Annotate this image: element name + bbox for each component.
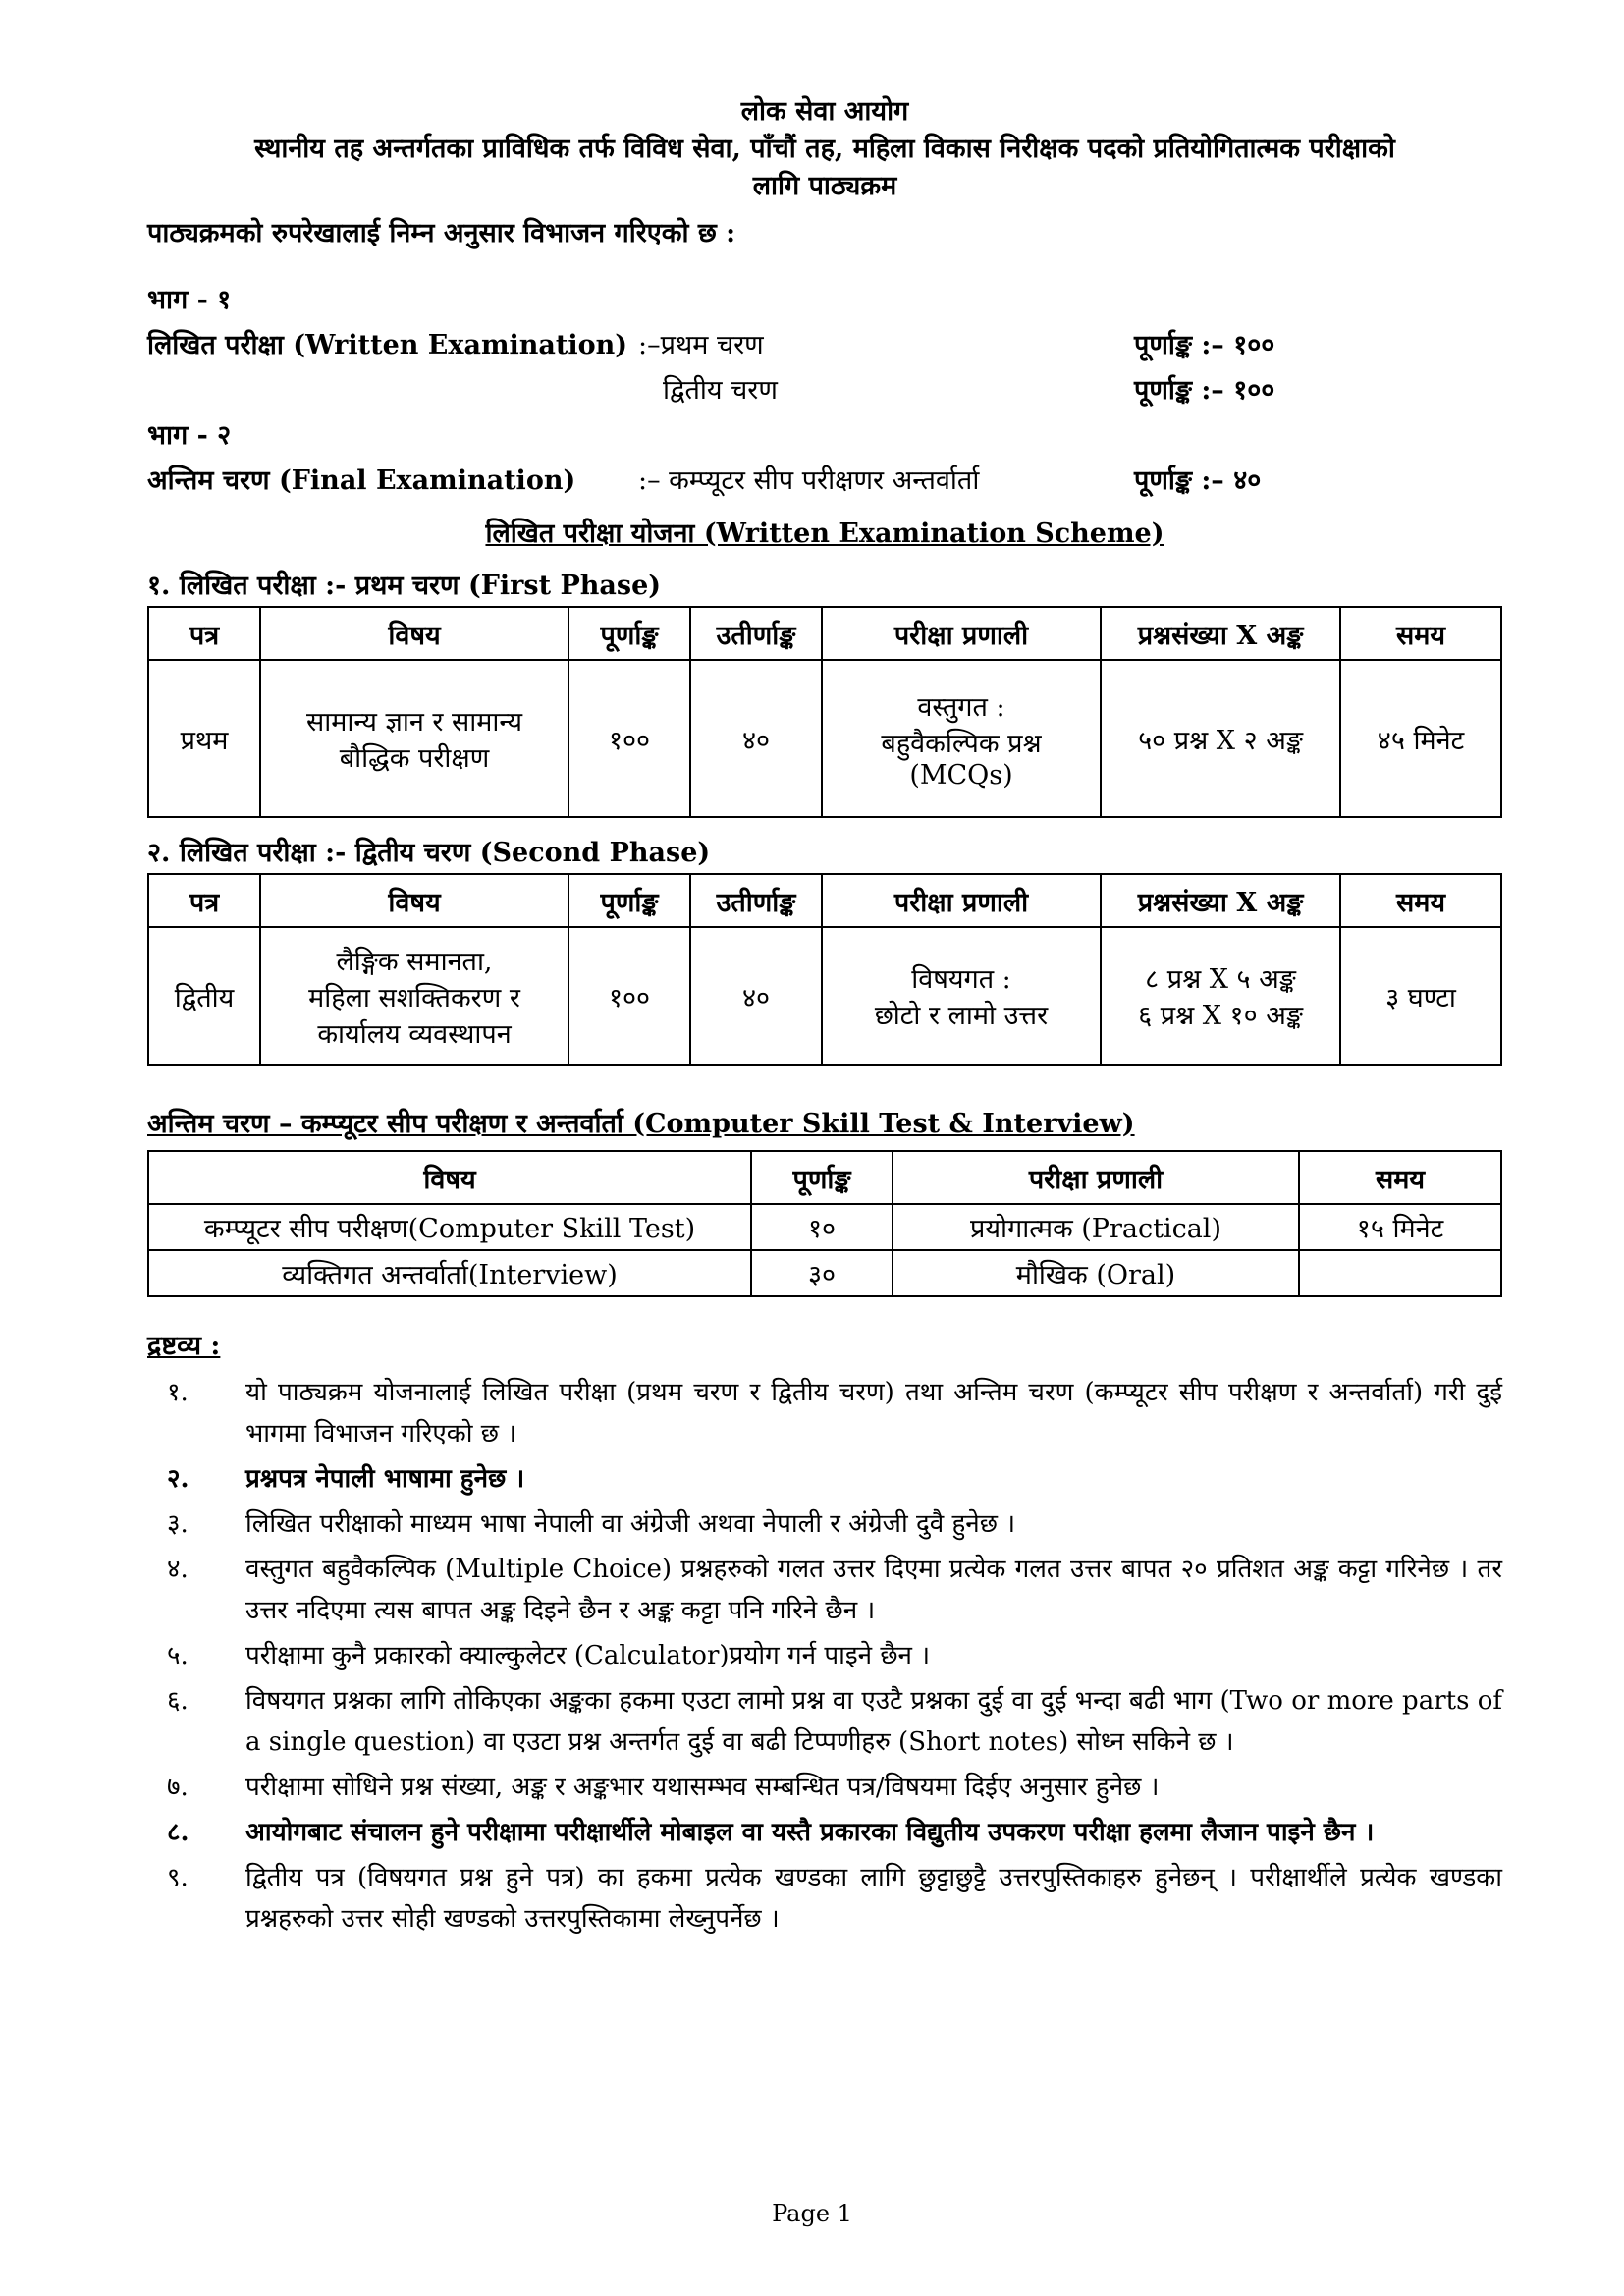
subject-line: सामान्य ज्ञान र सामान्य	[305, 707, 523, 738]
intro-text: पाठ्यक्रमको रुपरेखालाई निम्न अनुसार विभाजन गरिएको छ :	[147, 218, 736, 248]
col-header: परीक्षा प्रणाली	[822, 607, 1101, 660]
note-number: ३.	[167, 1509, 189, 1539]
part1-row2	[147, 368, 1502, 413]
full-marks-cell: १००	[568, 927, 690, 1065]
method-cell	[822, 660, 1101, 817]
doc-title-line2: लागि पाठ्यक्रम	[752, 171, 897, 201]
note-text: वस्तुगत बहुवैकल्पिक (Multiple Choice) प्रश्नहरुको गलत उत्तर दिएमा प्रत्येक गलत उत्तर बापत २० प्रतिशत अङ्क कट्टा गरिनेछ । तर उत्तर नदिएमा त्यस बापत अङ्क दिइने छैन र अङ्क कट्टा पनि गरिने छैन ।	[245, 1555, 1502, 1625]
note-item	[147, 1503, 1502, 1545]
page-number: Page 1	[772, 2200, 852, 2227]
note-item	[147, 1549, 1502, 1631]
col-header: पूर्णाङ्क	[751, 1151, 893, 1204]
col-header: पत्र	[148, 874, 260, 927]
col-header: समय	[1340, 874, 1501, 927]
col-header: विषय	[260, 874, 568, 927]
subject-cell: कम्प्यूटर सीप परीक्षण(Computer Skill Test)	[148, 1204, 751, 1250]
note-item	[147, 1767, 1502, 1808]
final-exam-label: अन्तिम चरण (Final Examination)	[147, 465, 576, 496]
method-line: छोटो र लामो उत्तर	[874, 1001, 1049, 1031]
method-cell: प्रयोगात्मक (Practical)	[893, 1204, 1299, 1250]
note-number: ८.	[167, 1818, 189, 1847]
note-text: लिखित परीक्षाको माध्यम भाषा नेपाली वा अंग्रेजी अथवा नेपाली र अंग्रेजी दुवै हुनेछ ।	[245, 1509, 1016, 1539]
col-header: परीक्षा प्रणाली	[893, 1151, 1299, 1204]
table-row	[148, 1204, 1501, 1250]
note-text: यो पाठ्यक्रम योजनालाई लिखित परीक्षा (प्रथम चरण र द्वितीय चरण) तथा अन्तिम चरण (कम्प्यूटर सीप परीक्षण र अन्तर्वार्ता) गरी दुई भागमा विभाजन गरिएको छ ।	[245, 1378, 1502, 1449]
method-line: वस्तुगत :	[917, 691, 1005, 723]
note-number: ७.	[167, 1773, 189, 1802]
pass-marks-cell: ४०	[690, 660, 822, 817]
final-table	[147, 1150, 1502, 1297]
method-cell	[822, 927, 1101, 1065]
time-cell: १५ मिनेट	[1299, 1204, 1501, 1250]
table-header-row	[148, 1151, 1501, 1204]
note-text: विषयगत प्रश्नका लागि तोकिएका अङ्कका हकमा एउटा लामो प्रश्न वा एउटै प्रश्नका दुई वा दुई भन्दा बढी भाग (Two or more parts of a single question) वा एउटा प्रश्न अन्तर्गत दुई वा बढी टिप्पणीहरु (Short notes) सोध्न सकिने छ ।	[245, 1686, 1502, 1757]
note-number: ६.	[167, 1686, 189, 1716]
time-cell	[1299, 1250, 1501, 1296]
subject-cell	[260, 660, 568, 817]
phase2-marks: पूर्णाङ्क :– १००	[1134, 375, 1275, 406]
note-item	[147, 1372, 1502, 1454]
part2-label: भाग - २	[147, 420, 232, 451]
note-number: ९.	[167, 1863, 189, 1892]
col-header: उतीर्णाङ्क	[690, 607, 822, 660]
table-row	[148, 927, 1501, 1065]
note-number: ४.	[167, 1555, 189, 1584]
subject-line: महिला सशक्तिकरण र	[308, 982, 520, 1013]
note-number: २.	[167, 1464, 189, 1494]
note-text: द्वितीय पत्र (विषयगत प्रश्न हुने पत्र) का हकमा प्रत्येक खण्डका लागि छुट्टाछुट्टै उत्तरपुस्तिकाहरु हुनेछन् । परीक्षार्थीले प्रत्येक खण्डका प्रश्नहरुको उत्तर सोही खण्डको उत्तरपुस्तिकामा लेख्नुपर्नेछ ।	[245, 1863, 1502, 1934]
col-header: विषय	[148, 1151, 751, 1204]
marks-cell: ३०	[751, 1250, 893, 1296]
subject-line: लैङ्गिक समानता,	[336, 946, 493, 977]
col-header: पूर्णाङ्क	[568, 607, 690, 660]
table-row	[148, 1250, 1501, 1296]
note-item	[147, 1680, 1502, 1763]
table-header-row	[148, 607, 1501, 660]
note-text: प्रश्नपत्र नेपाली भाषामा हुनेछ ।	[245, 1464, 525, 1494]
method-line: विषयगत :	[911, 964, 1011, 995]
final-exam-marks: पूर्णाङ्क :– ४०	[1134, 465, 1262, 496]
table-row	[148, 660, 1501, 817]
phase2-table-title: २. लिखित परीक्षा :- द्वितीय चरण (Second Phase)	[147, 838, 711, 868]
phase1-label: :–प्रथम चरण	[638, 330, 764, 360]
qxm-line: ६ प्रश्न X १० अङ्क	[1138, 1001, 1303, 1031]
col-header: समय	[1299, 1151, 1501, 1204]
part1-label: भाग - १	[147, 285, 232, 315]
col-header: परीक्षा प्रणाली	[822, 874, 1101, 927]
note-item	[147, 1812, 1502, 1853]
col-header: उतीर्णाङ्क	[690, 874, 822, 927]
note-text: परीक्षामा सोधिने प्रश्न संख्या, अङ्क र अङ्कभार यथासम्भव सम्बन्धित पत्र/विषयमा दिईए अनुसार हुनेछ ।	[245, 1773, 1160, 1802]
method-line: बहुवैकल्पिक प्रश्न	[881, 728, 1042, 759]
subject-line: कार्यालय व्यवस्थापन	[317, 1018, 512, 1050]
note-number: ५.	[167, 1641, 189, 1670]
col-header: पत्र	[148, 607, 260, 660]
note-item	[147, 1458, 1502, 1500]
note-number: १.	[167, 1378, 189, 1407]
phase2-table	[147, 873, 1502, 1066]
phase1-table-title: १. लिखित परीक्षा :- प्रथम चरण (First Phase)	[147, 571, 662, 601]
method-line: (MCQs)	[909, 759, 1013, 791]
phase1-table	[147, 606, 1502, 818]
paper-cell: द्वितीय	[148, 927, 260, 1065]
scheme-title: लिखित परीक्षा योजना (Written Examination Scheme)	[485, 519, 1164, 549]
col-header: विषय	[260, 607, 568, 660]
full-marks-cell: १००	[568, 660, 690, 817]
document-page	[147, 93, 1502, 1943]
doc-title-line1: स्थानीय तह अन्तर्गतका प्राविधिक तर्फ विविध सेवा, पाँचौं तह, महिला विकास निरीक्षक पदको प्रतियोगितात्मक परीक्षाको	[254, 134, 1395, 164]
notes-title: द्रष्टव्य :	[147, 1331, 221, 1361]
pass-marks-cell: ४०	[690, 927, 822, 1065]
part2-row	[147, 459, 1502, 504]
notes-list	[147, 1372, 1502, 1940]
col-header: पूर्णाङ्क	[568, 874, 690, 927]
questions-marks-cell: ५० प्रश्न X २ अङ्क	[1101, 660, 1340, 817]
col-header: समय	[1340, 607, 1501, 660]
note-item	[147, 1857, 1502, 1940]
time-cell: ३ घण्टा	[1340, 927, 1501, 1065]
questions-marks-cell	[1101, 927, 1340, 1065]
col-header: प्रश्नसंख्या X अङ्क	[1101, 607, 1340, 660]
phase2-label: द्वितीय चरण	[663, 375, 778, 406]
subject-cell	[260, 927, 568, 1065]
method-cell: मौखिक (Oral)	[893, 1250, 1299, 1296]
qxm-line: ८ प्रश्न X ५ अङ्क	[1145, 964, 1296, 995]
note-text: आयोगबाट संचालन हुने परीक्षामा परीक्षार्थीले मोबाइल वा यस्तै प्रकारका विद्युतीय उपकरण परीक्षा हलमा लैजान पाइने छैन ।	[245, 1818, 1375, 1847]
col-header: प्रश्नसंख्या X अङ्क	[1101, 874, 1340, 927]
table-header-row	[148, 874, 1501, 927]
marks-cell: १०	[751, 1204, 893, 1250]
note-item	[147, 1635, 1502, 1676]
final-table-title: अन्तिम चरण – कम्प्यूटर सीप परीक्षण र अन्तर्वार्ता (Computer Skill Test & Interview)	[147, 1109, 1135, 1139]
subject-cell: व्यक्तिगत अन्तर्वार्ता(Interview)	[148, 1250, 751, 1296]
part1-row1	[147, 323, 1502, 368]
time-cell: ४५ मिनेट	[1340, 660, 1501, 817]
org-title: लोक सेवा आयोग	[740, 96, 909, 127]
note-text: परीक्षामा कुनै प्रकारको क्याल्कुलेटर (Calculator)प्रयोग गर्न पाइने छैन ।	[245, 1641, 931, 1670]
written-exam-label: लिखित परीक्षा (Written Examination)	[147, 330, 628, 360]
subject-line: बौद्धिक परीक्षण	[339, 743, 490, 774]
final-exam-desc: :– कम्प्यूटर सीप परीक्षणर अन्तर्वार्ता	[638, 465, 980, 496]
paper-cell: प्रथम	[148, 660, 260, 817]
phase1-marks: पूर्णाङ्क :– १००	[1134, 330, 1275, 360]
